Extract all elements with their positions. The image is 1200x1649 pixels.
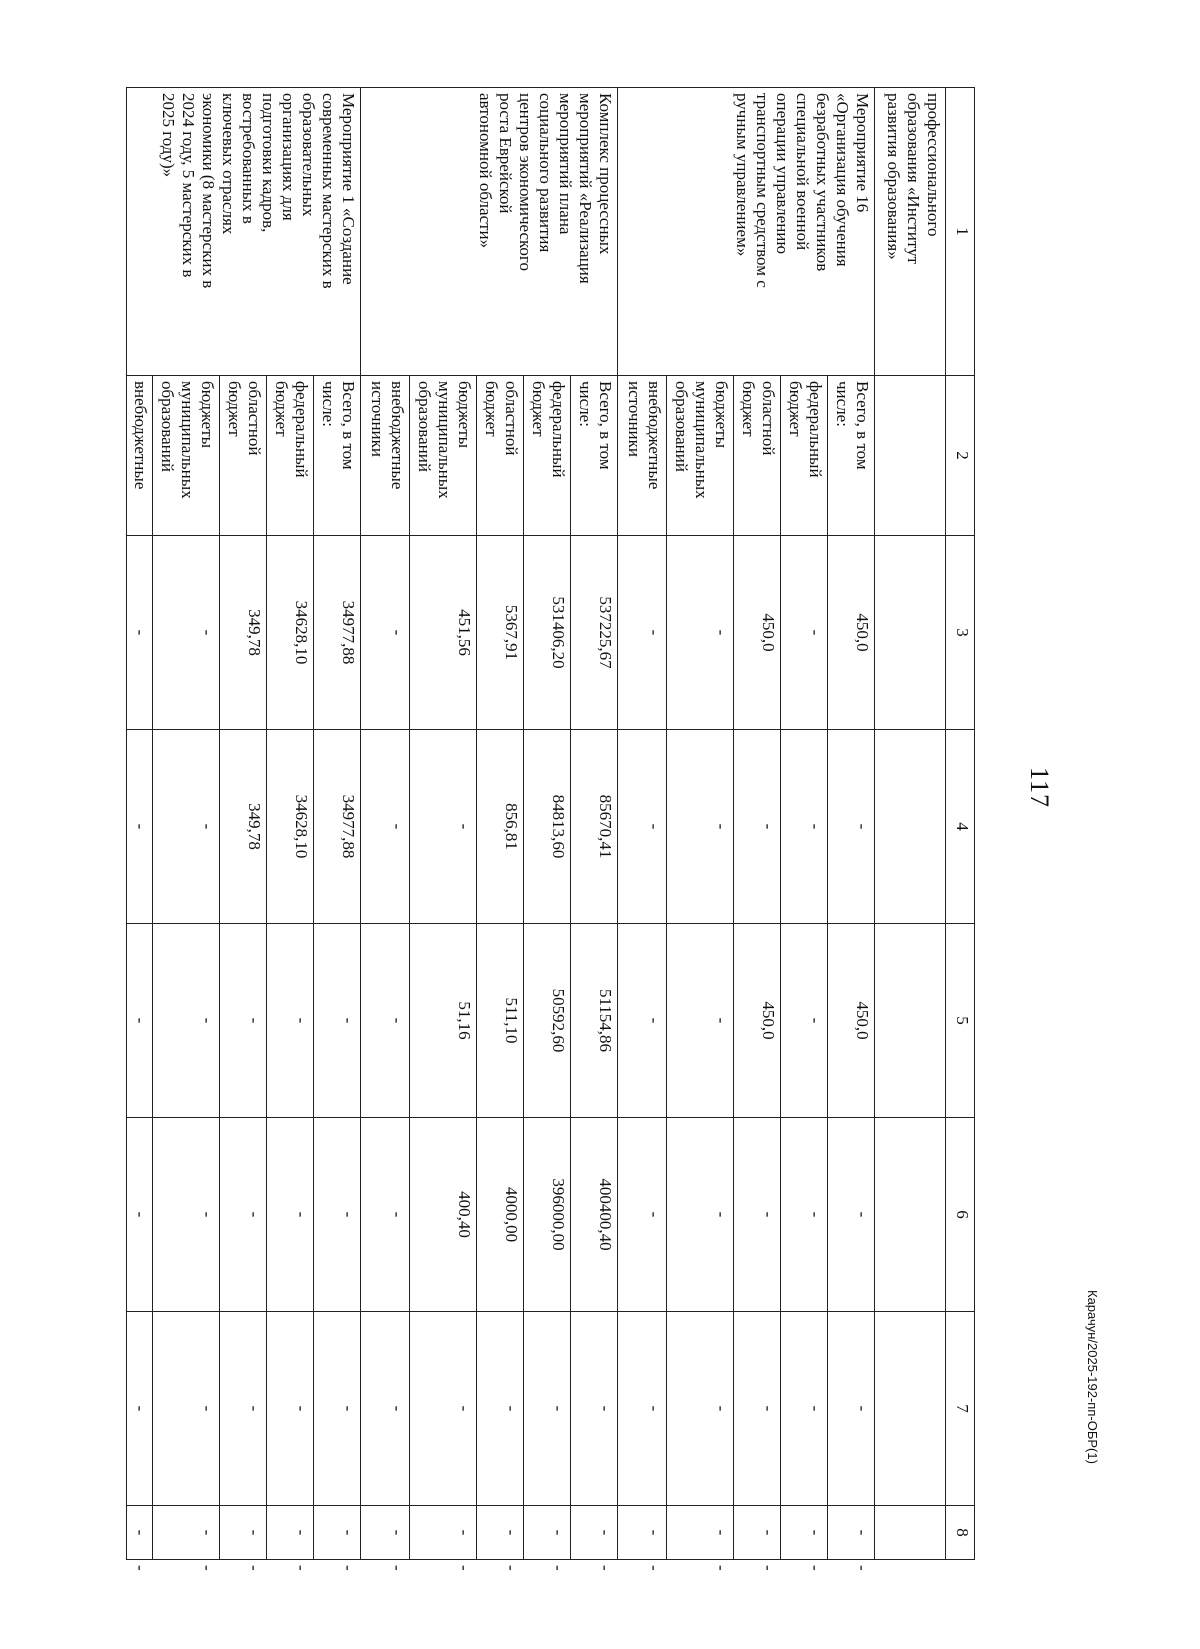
amount-cell — [875, 1506, 946, 1560]
amount-cell: - — [781, 924, 828, 1118]
funding-source-line: федеральный — [549, 381, 568, 478]
funding-source-cell — [127, 376, 153, 536]
amount-cell: - — [828, 730, 875, 924]
amount-cell: - — [618, 536, 667, 730]
budget-table — [126, 87, 975, 1571]
amount-cell: 511,10 — [477, 924, 524, 1118]
funding-source-cell — [267, 376, 314, 536]
amount-cell: - — [410, 1312, 477, 1506]
amount-cell: - — [781, 1118, 828, 1312]
table-row: Мероприятие 1 «Создание современных мастерских в образовательных организациях для подготовки кадров, востребованных в ключевых отраслях экономики (8 мастерских в 2024 году, 5 мастерских в 2025 году)» Всего, в том числе: 34977,88 34977,88 - - - - - — [314, 88, 361, 1560]
amount-cell: - — [127, 536, 153, 730]
column-header: 7 — [946, 1312, 975, 1506]
funding-source-line: источники — [625, 381, 644, 458]
document-id: Карачун/2025-192-пп-ОБР(1) — [1085, 1290, 1100, 1464]
table-row: бюджеты муниципальных образований - - - - - - - — [153, 88, 220, 1560]
funding-source-line: образований — [672, 381, 691, 472]
amount-cell: 451,56 — [410, 536, 477, 730]
activity-name-line: профессионального — [924, 93, 943, 237]
amount-cell: - — [153, 1118, 220, 1312]
funding-source-cell — [875, 376, 946, 536]
amount-cell — [875, 1118, 946, 1312]
activity-name-line: организациях для — [279, 93, 298, 221]
amount-cell: - — [153, 536, 220, 730]
amount-cell: - — [361, 730, 410, 924]
table-row: Мероприятие 16 «Организация обучения безработных участников специальной военной операции управлению транспортным средством с ручным управлением» Всего, в том числе: 450,0 - 450,0 - - - - — [828, 88, 875, 1560]
amount-cell: - — [667, 1506, 734, 1560]
funding-source-cell — [734, 376, 781, 536]
amount-cell: - — [571, 1506, 618, 1560]
activity-name-line: социального развития — [536, 93, 555, 253]
amount-cell: - — [524, 1506, 571, 1560]
amount-cell: - — [220, 1118, 267, 1312]
funding-source-line: внебюджетные — [645, 381, 664, 490]
activity-name-line: Комплекс процессных — [596, 93, 615, 255]
activity-name-line: «Организация обучения — [833, 93, 852, 267]
amount-cell: - — [153, 730, 220, 924]
funding-source-cell — [220, 376, 267, 536]
table-row: областной бюджет 5367,91 856,81 511,10 4000,00 - - - — [477, 88, 524, 1560]
amount-cell: - — [361, 924, 410, 1118]
activity-name-line: ручным управлением» — [733, 93, 752, 257]
column-header: 5 — [946, 924, 975, 1118]
table-row: бюджеты муниципальных образований - - - - - - - — [667, 88, 734, 1560]
amount-cell: 4000,00 — [477, 1118, 524, 1312]
amount-cell: - — [267, 1118, 314, 1312]
table-row — [875, 88, 946, 1560]
amount-cell: - — [828, 1118, 875, 1312]
amount-cell: - — [781, 1312, 828, 1506]
funding-source-line: бюджет — [529, 381, 548, 437]
amount-cell: - — [618, 1312, 667, 1506]
funding-source-line: бюджет — [482, 381, 501, 437]
activity-name-line: развития образования» — [884, 93, 903, 260]
amount-cell: - — [477, 1312, 524, 1506]
amount-cell: 856,81 — [477, 730, 524, 924]
funding-source-cell — [618, 376, 667, 536]
activity-name-line: востребованных в — [239, 93, 258, 224]
activity-name-line: Мероприятие 16 — [853, 93, 872, 213]
amount-cell: - — [153, 924, 220, 1118]
amount-cell: - — [667, 924, 734, 1118]
amount-cell: - — [734, 1506, 781, 1560]
funding-source-line: Всего, в том — [339, 381, 358, 470]
amount-cell: - — [781, 1506, 828, 1560]
table-header-row — [946, 88, 975, 1560]
activity-name-cell — [361, 88, 618, 376]
amount-cell: 5367,91 — [477, 536, 524, 730]
amount-cell: - — [153, 1506, 220, 1560]
amount-cell: 34977,88 — [314, 730, 361, 924]
activity-name-line: экономики (8 мастерских в — [199, 93, 218, 289]
amount-cell: 450,0 — [828, 924, 875, 1118]
activity-name-line: подготовки кадров, — [259, 93, 278, 233]
amount-cell: - — [220, 1506, 267, 1560]
activity-name-line: мероприятий «Реализация — [576, 93, 595, 284]
table-row: федеральный бюджет 34628,10 34628,10 - - - - - — [267, 88, 314, 1560]
amount-cell: 50592,60 — [524, 924, 571, 1118]
column-header: 4 — [946, 730, 975, 924]
funding-source-line: образований — [158, 381, 177, 472]
funding-source-line: бюджет — [225, 381, 244, 437]
amount-cell: 531406,20 — [524, 536, 571, 730]
funding-source-cell — [571, 376, 618, 536]
activity-name-line: образования «Институт — [904, 93, 923, 265]
amount-cell: - — [524, 1312, 571, 1506]
funding-source-line: Всего, в том — [596, 381, 615, 470]
amount-cell — [875, 924, 946, 1118]
funding-source-line: числе: — [833, 381, 852, 427]
activity-name-line: транспортным средством с — [753, 93, 772, 288]
table-row: внебюджетные - - - - - - - — [127, 88, 153, 1560]
amount-cell: - — [361, 1118, 410, 1312]
amount-cell — [875, 730, 946, 924]
table-row: областной бюджет 450,0 - 450,0 - - - - — [734, 88, 781, 1560]
amount-cell: 537225,67 — [571, 536, 618, 730]
amount-cell: 396000,00 — [524, 1118, 571, 1312]
amount-cell: - — [828, 1312, 875, 1506]
activity-name-line: операции управлению — [773, 93, 792, 255]
activity-name-line: ключевых отраслях — [219, 93, 238, 235]
activity-name-cell — [618, 88, 875, 376]
amount-cell: 34977,88 — [314, 536, 361, 730]
amount-cell: - — [127, 1118, 153, 1312]
activity-name-line: безработных участников — [813, 93, 832, 272]
amount-cell: 349,78 — [220, 730, 267, 924]
amount-cell: - — [667, 536, 734, 730]
table-row: внебюджетные источники - - - - - - - — [618, 88, 667, 1560]
table-row: федеральный бюджет 531406,20 84813,60 50592,60 396000,00 - - - — [524, 88, 571, 1560]
activity-name-line: роста Еврейской — [496, 93, 515, 214]
funding-source-cell — [314, 376, 361, 536]
funding-source-line: муниципальных — [435, 381, 454, 499]
amount-cell: - — [667, 730, 734, 924]
funding-source-line: областной — [502, 381, 521, 456]
amount-cell: - — [667, 1118, 734, 1312]
funding-source-cell — [781, 376, 828, 536]
amount-cell: - — [220, 924, 267, 1118]
activity-name-line: 2024 году, 5 мастерских в — [179, 93, 198, 278]
amount-cell: - — [410, 1506, 477, 1560]
amount-cell: - — [781, 730, 828, 924]
amount-cell: 400400,40 — [571, 1118, 618, 1312]
activity-name-cell — [127, 88, 361, 376]
amount-cell: - — [314, 1312, 361, 1506]
table-row: бюджеты муниципальных образований 451,56 - 51,16 400,40 - - - — [410, 88, 477, 1560]
amount-cell: - — [734, 1118, 781, 1312]
funding-source-line: бюджеты — [198, 381, 217, 449]
column-header: 8 — [946, 1506, 975, 1560]
funding-source-cell — [153, 376, 220, 536]
amount-cell: 34628,10 — [267, 730, 314, 924]
activity-name-line: современных мастерских в — [319, 93, 338, 289]
amount-cell: - — [477, 1506, 524, 1560]
activity-name-line: мероприятий плана — [556, 93, 575, 235]
funding-source-line: бюджеты — [712, 381, 731, 449]
funding-source-line: числе: — [576, 381, 595, 427]
amount-cell: - — [314, 1506, 361, 1560]
amount-cell — [875, 1312, 946, 1506]
activity-name-line: автономной области» — [476, 93, 495, 249]
amount-cell: - — [267, 1506, 314, 1560]
amount-cell: - — [314, 924, 361, 1118]
amount-cell: 450,0 — [828, 536, 875, 730]
funding-source-line: федеральный — [806, 381, 825, 478]
funding-source-line: федеральный — [292, 381, 311, 478]
amount-cell: - — [828, 1506, 875, 1560]
amount-cell: - — [361, 1506, 410, 1560]
table-row: внебюджетные источники - - - - - - - — [361, 88, 410, 1560]
activity-name-cell — [875, 88, 946, 376]
activity-name-line: центров экономического — [516, 93, 535, 271]
amount-cell: - — [127, 1312, 153, 1506]
amount-cell: - — [267, 1312, 314, 1506]
activity-name-line: образовательных — [299, 93, 318, 217]
amount-cell: - — [571, 1312, 618, 1506]
funding-source-line: бюджеты — [455, 381, 474, 449]
funding-source-line: бюджет — [739, 381, 758, 437]
column-header: 1 — [946, 88, 975, 376]
column-header: 2 — [946, 376, 975, 536]
amount-cell: - — [781, 536, 828, 730]
amount-cell: 51154,86 — [571, 924, 618, 1118]
funding-source-line: бюджет — [786, 381, 805, 437]
amount-cell: - — [153, 1312, 220, 1506]
amount-cell: - — [361, 1312, 410, 1506]
table-row: федеральный бюджет - - - - - - - — [781, 88, 828, 1560]
funding-source-line: областной — [245, 381, 264, 456]
funding-source-cell — [410, 376, 477, 536]
amount-cell: - — [618, 1506, 667, 1560]
funding-source-line: муниципальных — [692, 381, 711, 499]
funding-source-cell — [524, 376, 571, 536]
amount-cell: - — [618, 924, 667, 1118]
amount-cell: - — [734, 730, 781, 924]
funding-source-line: бюджет — [272, 381, 291, 437]
amount-cell: - — [314, 1118, 361, 1312]
funding-source-cell — [828, 376, 875, 536]
funding-source-line: внебюджетные — [388, 381, 407, 490]
amount-cell: - — [127, 1506, 153, 1560]
funding-source-line: Всего, в том — [853, 381, 872, 470]
column-header: 6 — [946, 1118, 975, 1312]
amount-cell: - — [127, 730, 153, 924]
table-row: областной бюджет 349,78 349,78 - - - - - — [220, 88, 267, 1560]
amount-cell: - — [618, 1118, 667, 1312]
amount-cell: 450,0 — [734, 536, 781, 730]
amount-cell: - — [361, 536, 410, 730]
table-row: Комплекс процессных мероприятий «Реализация мероприятий плана социального развития центров экономического роста Еврейской автономной области» Всего, в том числе: 537225,67 85670,41 51154,86 400400,40 - - - — [571, 88, 618, 1560]
funding-source-line: областной — [759, 381, 778, 456]
column-header: 3 — [946, 536, 975, 730]
funding-source-cell — [477, 376, 524, 536]
amount-cell: - — [734, 1312, 781, 1506]
funding-source-line: образований — [415, 381, 434, 472]
funding-source-line: числе: — [319, 381, 338, 427]
activity-name-line: специальной военной — [793, 93, 812, 251]
amount-cell: 349,78 — [220, 536, 267, 730]
funding-source-cell — [361, 376, 410, 536]
amount-cell: 450,0 — [734, 924, 781, 1118]
amount-cell: 400,40 — [410, 1118, 477, 1312]
funding-source-line: муниципальных — [178, 381, 197, 499]
amount-cell: 85670,41 — [571, 730, 618, 924]
funding-source-line: источники — [368, 381, 387, 458]
activity-name-line: Мероприятие 1 «Создание — [339, 93, 358, 285]
amount-cell: - — [667, 1312, 734, 1506]
amount-cell: - — [618, 730, 667, 924]
amount-cell — [875, 536, 946, 730]
activity-name-line: 2025 году)» — [159, 93, 178, 178]
amount-cell: 34628,10 — [267, 536, 314, 730]
amount-cell: - — [267, 924, 314, 1118]
amount-cell: 51,16 — [410, 924, 477, 1118]
funding-source-line: внебюджетные — [131, 381, 150, 490]
amount-cell: 84813,60 — [524, 730, 571, 924]
amount-cell: - — [410, 730, 477, 924]
funding-source-cell — [667, 376, 734, 536]
amount-cell: - — [220, 1312, 267, 1506]
page-number: 117 — [1025, 767, 1054, 809]
amount-cell: - — [127, 924, 153, 1118]
